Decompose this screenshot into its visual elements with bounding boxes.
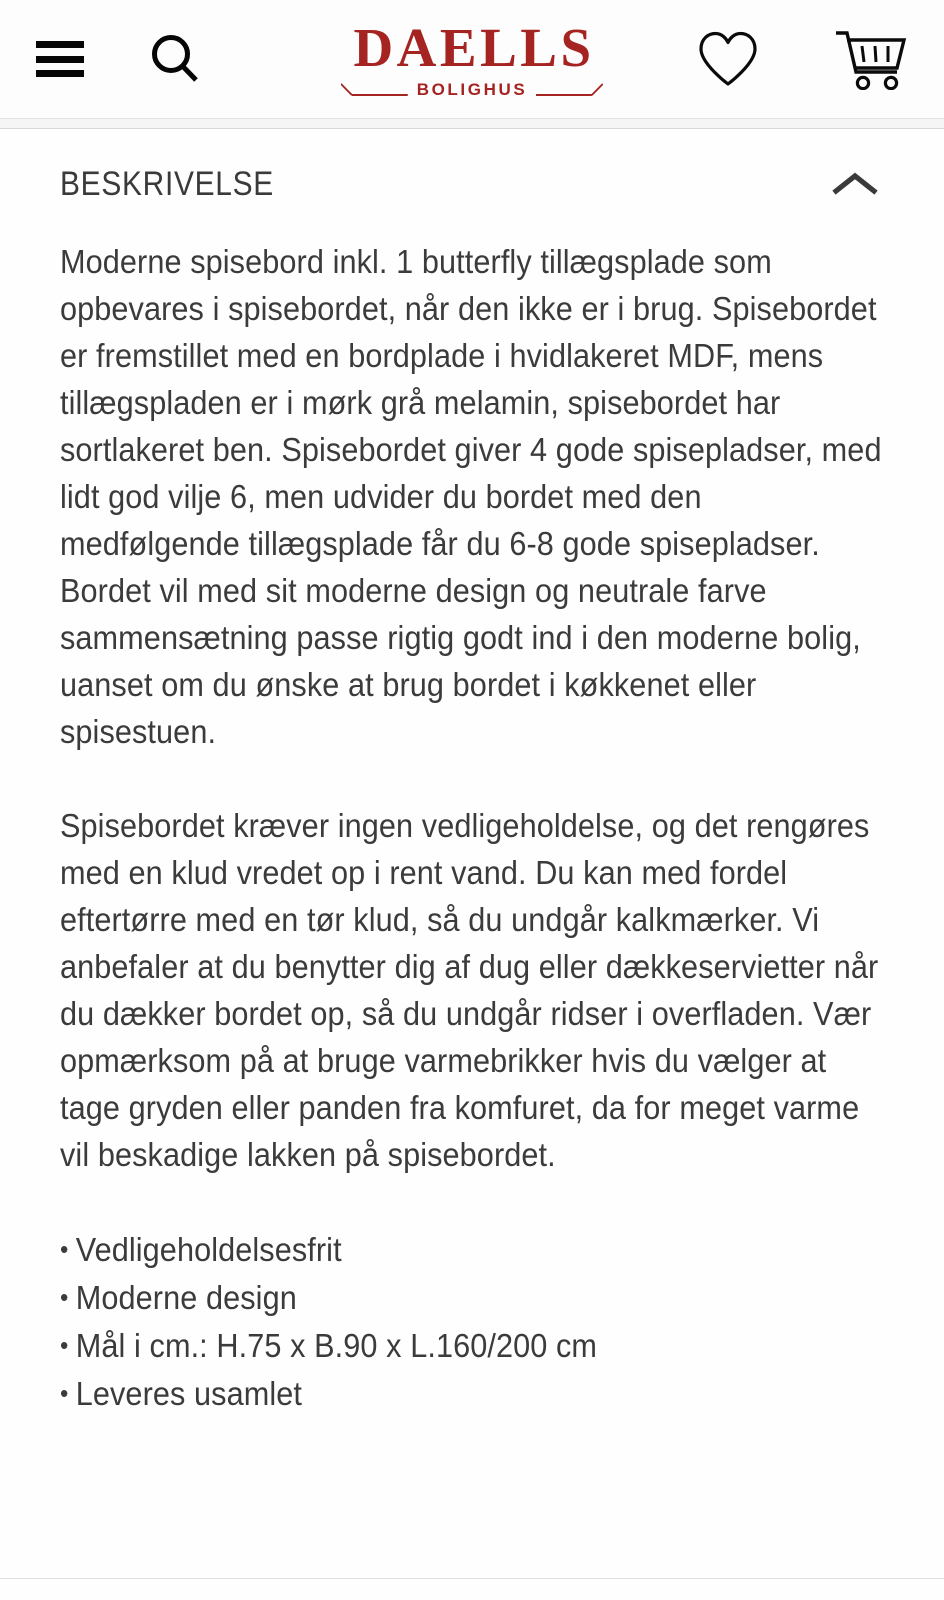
search-button[interactable] bbox=[146, 30, 204, 88]
hamburger-icon bbox=[36, 41, 84, 77]
bullet-text: Vedligeholdelsesfrit bbox=[75, 1232, 342, 1269]
menu-button[interactable] bbox=[36, 41, 84, 77]
header-right-group bbox=[696, 28, 908, 90]
list-item bbox=[60, 1274, 884, 1322]
logo-link[interactable] bbox=[341, 17, 603, 99]
bullet-marker: • bbox=[60, 1282, 69, 1312]
logo-subtitle-row bbox=[341, 81, 603, 98]
logo-wordmark: DAELLS bbox=[353, 17, 595, 78]
logo-subtitle: BOLIGHUS bbox=[416, 80, 528, 99]
header-divider-band bbox=[0, 118, 944, 129]
list-item bbox=[60, 1370, 884, 1418]
bullet-marker: • bbox=[60, 1330, 69, 1360]
accordion-title: BESKRIVELSE bbox=[60, 164, 274, 203]
wishlist-button[interactable] bbox=[696, 30, 760, 88]
site-logo[interactable] bbox=[341, 17, 603, 99]
description-paragraph-1: Moderne spisebord inkl. 1 butterfly tillægsplade som opbevares i spisebordet, når den ikke er i brug. Spisebordet er fremstillet med en bordplade i hvidlakeret MDF, mens tillægspladen er i mørk grå melamin, spisebordet har sortlakeret ben. Spisebordet giver 4 gode spisepladser, med lidt god vilje 6, men udvider du bordet med den medfølgende tillægsplade får du 6-8 gode spisepladser. Bordet vil med sit moderne design og neutrale farve sammensætning passe rigtig godt ind i den moderne bolig, uanset om du ønske at brug bordet i køkkenet eller spisestuen. bbox=[60, 244, 882, 751]
paragraph-spacer bbox=[60, 756, 884, 803]
description-paragraph-2: Spisebordet kræver ingen vedligeholdelse, og det rengøres med en klud vredet op i rent vand. Du kan med fordel eftertørre med en tør klud, så du undgår kalkmærker. Vi anbefaler at du benytter dig af dug eller dækkeservietter når du dækker bordet op, så du undgår ridser i overfladen. Vær opmærksom på at bruge varmebrikker hvis du vælger at tage gryden eller panden fra komfuret, da for meget varme vil beskadige lakken på spisebordet. bbox=[60, 808, 879, 1174]
bullet-text: Moderne design bbox=[75, 1280, 297, 1317]
bullet-text: Leveres usamlet bbox=[75, 1376, 303, 1413]
bullet-marker: • bbox=[60, 1234, 69, 1264]
logo-left-arrow-icon bbox=[341, 83, 408, 97]
description-accordion bbox=[0, 129, 944, 1418]
feature-bullet-list bbox=[60, 1226, 884, 1418]
accordion-toggle-beskrivelse[interactable] bbox=[60, 129, 884, 239]
header-left-group bbox=[36, 30, 204, 88]
heart-icon bbox=[696, 30, 760, 88]
bullet-text: Mål i cm.: H.75 x B.90 x L.160/200 cm bbox=[75, 1328, 598, 1365]
shopping-cart-icon bbox=[834, 28, 908, 90]
description-body bbox=[60, 239, 884, 1418]
search-icon bbox=[146, 30, 204, 88]
list-item bbox=[60, 1322, 884, 1370]
cart-button[interactable] bbox=[834, 28, 908, 90]
chevron-up-icon bbox=[832, 170, 878, 198]
section-bottom-divider bbox=[0, 1578, 944, 1579]
bullet-spacer bbox=[60, 1179, 884, 1226]
logo-right-arrow-icon bbox=[536, 83, 603, 97]
bullet-marker: • bbox=[60, 1378, 69, 1408]
list-item bbox=[60, 1226, 884, 1274]
site-header bbox=[0, 0, 944, 118]
